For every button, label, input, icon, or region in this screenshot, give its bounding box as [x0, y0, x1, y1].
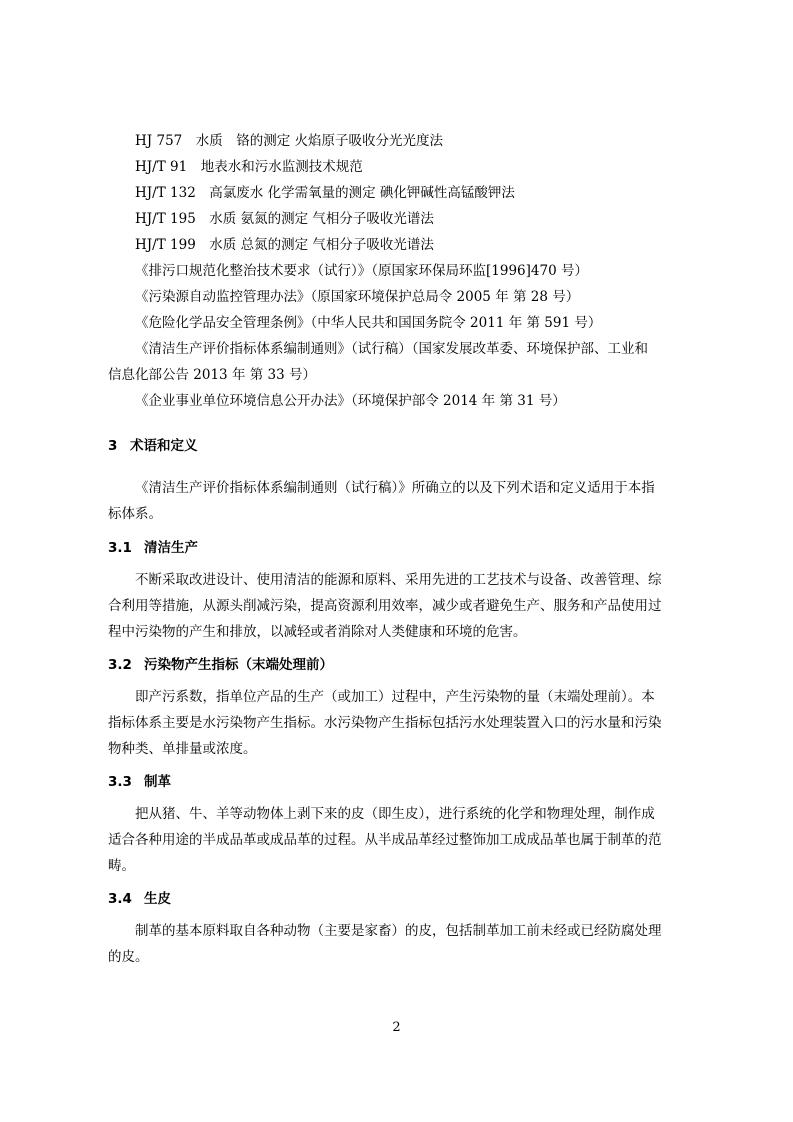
paragraph-line: 适合各种用途的半成品革或成品革的过程。从半成品革经过整饰加工成成品革也属于制革的范: [108, 832, 662, 848]
term-title: 生皮: [144, 891, 171, 907]
paragraph-line: 畴。: [108, 858, 135, 874]
paragraph-line: 即产污系数，指单位产品的生产（或加工）过程中，产生污染物的量（末端处理前）。本: [135, 689, 655, 705]
paragraph-line: 物种类、单排量或浓度。: [108, 741, 257, 757]
section-title: 术语和定义: [130, 438, 198, 454]
term-heading: [108, 542, 198, 556]
reference-line: 《清洁生产评价指标体系编制通则》（试行稿）（国家发展改革委、环境保护部、工业和: [135, 341, 648, 357]
reference-line: HJ/T 199 水质 总氮的测定 气相分子吸收光谱法: [135, 237, 434, 253]
section-heading: [108, 440, 198, 454]
reference-line: HJ/T 91 地表水和污水监测技术规范: [135, 159, 363, 175]
term-number: 3.2: [108, 657, 132, 673]
term-heading: [108, 893, 171, 907]
term-number: 3.4: [108, 891, 132, 907]
section-number: 3: [108, 438, 118, 454]
paragraph-line: 不断采取改进设计、使用清洁的能源和原料、采用先进的工艺技术与设备、改善管理、综: [135, 572, 662, 588]
term-title: 污染物产生指标（末端处理前）: [144, 657, 333, 673]
term-heading: [108, 776, 171, 790]
paragraph-line: 的皮。: [108, 949, 149, 965]
term-heading: [108, 659, 333, 673]
paragraph-line: 标体系。: [108, 506, 162, 522]
paragraph-line: 合利用等措施，从源头削减污染，提高资源利用效率，减少或者避免生产、服务和产品使用过: [108, 598, 662, 614]
term-title: 清洁生产: [144, 540, 198, 556]
term-title: 制革: [144, 774, 171, 790]
page-number: 2: [392, 1020, 401, 1035]
paragraph-line: 制革的基本原料取自各种动物（主要是家畜）的皮，包括制革加工前未经或已经防腐处理: [135, 923, 662, 939]
reference-line: 《危险化学品安全管理条例》（中华人民共和国国务院令 2011 年 第 591 号）: [135, 315, 602, 331]
reference-line: HJ/T 195 水质 氨氮的测定 气相分子吸收光谱法: [135, 211, 434, 227]
term-number: 3.1: [108, 540, 132, 556]
reference-line: HJ/T 132 高氯废水 化学需氧量的测定 碘化钾碱性高锰酸钾法: [135, 185, 515, 201]
reference-line: 信息化部公告 2013 年 第 33 号）: [108, 367, 316, 383]
paragraph-line: 程中污染物的产生和排放，以减轻或者消除对人类健康和环境的危害。: [108, 624, 527, 640]
reference-line: HJ 757 水质 铬的测定 火焰原子吸收分光光度法: [135, 133, 444, 149]
reference-line: 《企业事业单位环境信息公开办法》（环境保护部令 2014 年 第 31 号）: [135, 393, 566, 409]
paragraph-line: 《清洁生产评价指标体系编制通则（试行稿）》所确立的以及下列术语和定义适用于本指: [135, 480, 655, 496]
paragraph-line: 把从猪、牛、羊等动物体上剥下来的皮（即生皮），进行系统的化学和物理处理，制作成: [135, 806, 655, 822]
term-number: 3.3: [108, 774, 132, 790]
paragraph-line: 指标体系主要是水污染物产生指标。水污染物产生指标包括污水处理装置入口的污水量和污染: [108, 715, 662, 731]
reference-line: 《污染源自动监控管理办法》（原国家环境保护总局令 2005 年 第 28 号）: [135, 289, 580, 305]
reference-line: 《排污口规范化整治技术要求（试行）》（原国家环保局环监[1996]470 号）: [135, 263, 588, 279]
